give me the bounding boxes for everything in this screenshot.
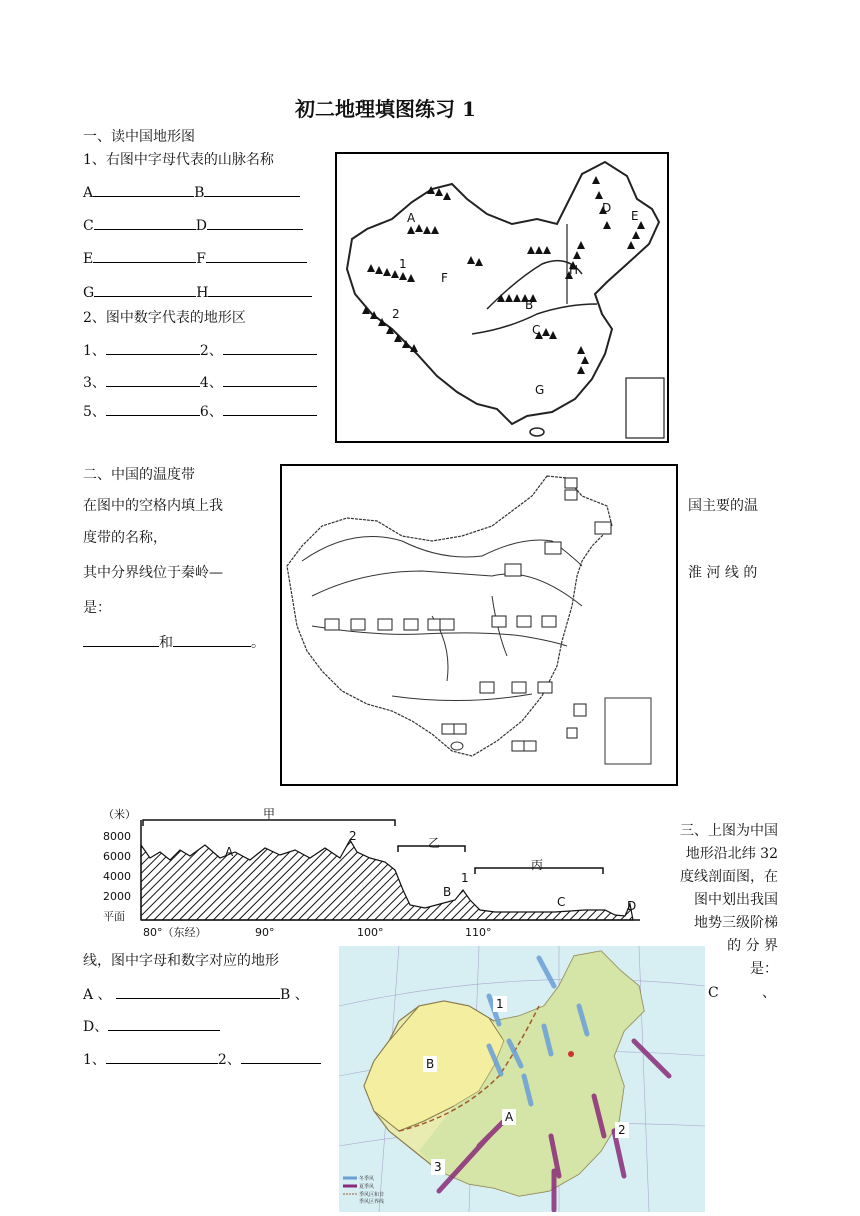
section3-line-3: 度线剖面图，在 <box>680 869 778 885</box>
answer-blank-b[interactable] <box>204 183 300 197</box>
section1-heading: 一、读中国地形图 <box>83 129 195 145</box>
profile-y-unit: （米） <box>103 808 136 821</box>
section3-line-7: 是： <box>750 961 778 977</box>
profile-number-1: 1 <box>461 871 469 885</box>
answer-blank-d[interactable] <box>207 216 303 230</box>
blank-row-ab <box>83 183 300 202</box>
answer-blank-profile-1[interactable] <box>106 1050 218 1064</box>
label-4: 4、 <box>199 375 223 391</box>
label-profile-c-tail: 、 <box>762 985 776 1001</box>
y-tick-sea-level: 平面 <box>103 910 125 923</box>
label-1: 1、 <box>83 343 106 359</box>
monsoon-number-1: 1 <box>496 997 504 1011</box>
map-letter-e: E <box>631 209 639 223</box>
map-number-2: 2 <box>392 307 400 321</box>
map-letter-h: H <box>569 263 579 277</box>
answer-blank-profile-d[interactable] <box>108 1017 220 1031</box>
section3-line-6: 的 分 界 <box>727 938 778 954</box>
label-profile-b: B 、 <box>280 987 309 1003</box>
label-profile-1: 1、 <box>83 1052 106 1068</box>
monsoon-legend <box>343 1175 384 1205</box>
label-f: F <box>196 251 206 267</box>
x-tick-100: 100° <box>357 926 384 939</box>
step-bing: 丙 <box>531 858 544 872</box>
blank-row-gh <box>83 283 312 302</box>
answer-blank-5[interactable] <box>106 402 200 416</box>
blank-row-34 <box>83 373 317 392</box>
hainan-island <box>530 428 544 436</box>
blank-row-ef <box>83 249 307 268</box>
answer-blank-3[interactable] <box>106 373 200 387</box>
blank-row-56 <box>83 402 317 421</box>
terrain-profile <box>95 800 645 940</box>
section2-line1-right: 国主要的温 <box>688 498 758 514</box>
map-letter-a: A <box>407 211 416 225</box>
monsoon-letter-a: A <box>505 1110 514 1124</box>
section2-heading: 二、中国的温度带 <box>83 467 195 483</box>
label-2: 2、 <box>199 343 223 359</box>
map-letter-g: G <box>535 383 545 397</box>
label-profile-2: 2、 <box>217 1052 241 1068</box>
legend-boundary-2: 季风区界线 <box>359 1199 385 1205</box>
question1-text: 1、右图中字母代表的山脉名称 <box>83 152 274 168</box>
south-sea-inset <box>626 378 664 438</box>
section3-line-left: 线，图中字母和数字对应的地形 <box>83 953 279 969</box>
answer-blank-boundary-2[interactable] <box>173 633 251 647</box>
answer-blank-4[interactable] <box>223 373 317 387</box>
step-yi: 乙 <box>428 836 441 850</box>
answer-blank-h[interactable] <box>208 283 312 297</box>
label-b: B <box>194 185 205 201</box>
question2-text: 2、图中数字代表的地形区 <box>83 310 246 326</box>
map-letter-f: F <box>441 271 448 285</box>
x-tick-90: 90° <box>255 926 275 939</box>
monsoon-map <box>339 946 705 1212</box>
step-jia: 甲 <box>263 807 276 821</box>
answer-blank-a[interactable] <box>93 183 194 197</box>
blank-row-12 <box>83 341 317 360</box>
answer-blank-g[interactable] <box>94 283 196 297</box>
monsoon-number-3: 3 <box>434 1160 442 1174</box>
label-profile-c: C <box>708 985 719 1001</box>
label-a: A <box>83 185 94 201</box>
label-d: D <box>195 218 207 234</box>
label-h: H <box>196 285 209 301</box>
profile-letter-d: D <box>627 899 637 913</box>
section2-line3-right: 淮 河 线 的 <box>688 565 758 581</box>
section3-row2 <box>83 1017 220 1036</box>
section2-line1-left: 在图中的空格内填上我 <box>83 498 223 514</box>
blank-boxes <box>325 478 611 751</box>
section3-line-2: 地形沿北纬 32 <box>685 846 778 862</box>
y-tick-6000: 6000 <box>103 850 131 863</box>
answer-blank-profile-2[interactable] <box>241 1050 321 1064</box>
answer-blank-2[interactable] <box>223 341 317 355</box>
beijing-marker <box>568 1051 574 1057</box>
legend-winter: 冬季风 <box>359 1176 375 1182</box>
profile-letter-b: B <box>443 885 452 899</box>
map-letter-b: B <box>525 298 534 312</box>
monsoon-letter-b: B <box>426 1057 435 1071</box>
section3-row3 <box>83 1050 321 1069</box>
and-text: 和 <box>159 635 173 651</box>
map-number-1: 1 <box>399 257 407 271</box>
section2-line2: 度带的名称， <box>83 530 167 546</box>
label-profile-d: D、 <box>83 1019 109 1035</box>
answer-blank-profile-a[interactable] <box>116 985 280 999</box>
profile-number-2: 2 <box>349 829 357 843</box>
section2-line5 <box>83 633 265 652</box>
china-outline <box>287 476 612 756</box>
answer-blank-f[interactable] <box>206 249 307 263</box>
label-g: G <box>83 285 95 301</box>
x-tick-110: 110° <box>465 926 492 939</box>
map-letter-d: D <box>602 201 612 215</box>
label-6: 6、 <box>199 404 223 420</box>
terrain-map <box>335 152 669 443</box>
y-tick-4000: 4000 <box>103 870 131 883</box>
label-5: 5、 <box>83 404 106 420</box>
y-tick-2000: 2000 <box>103 890 131 903</box>
legend-boundary-1: 季风区和非 <box>359 1192 385 1198</box>
section2-line4: 是： <box>83 600 111 616</box>
label-c: C <box>83 218 94 234</box>
x-tick-80: 80°（东经） <box>143 926 207 939</box>
profile-letter-a: A <box>225 845 234 859</box>
section3-line-5: 地势三级阶梯 <box>694 915 778 931</box>
answer-blank-6[interactable] <box>223 402 317 416</box>
legend-summer: 夏季风 <box>359 1184 375 1190</box>
answer-blank-e[interactable] <box>93 249 196 263</box>
page-title: 初二地理填图练习 1 <box>295 97 476 121</box>
profile-letter-c: C <box>557 895 566 909</box>
section2-line3-left: 其中分界线位于秦岭— <box>83 565 223 581</box>
y-tick-8000: 8000 <box>103 830 131 843</box>
section3-line-1: 三、上图为中国 <box>680 823 778 839</box>
label-profile-a: A 、 <box>83 987 112 1003</box>
answer-blank-1[interactable] <box>106 341 200 355</box>
temperature-zone-map <box>280 464 678 786</box>
answer-blank-c[interactable] <box>94 216 196 230</box>
south-sea-inset <box>605 698 651 764</box>
blank-row-cd <box>83 216 303 235</box>
section3-line-4: 图中划出我国 <box>694 892 778 908</box>
period-text: 。 <box>251 635 265 651</box>
label-3: 3、 <box>83 375 106 391</box>
answer-blank-boundary-1[interactable] <box>83 633 159 647</box>
section3-row1 <box>83 985 309 1004</box>
label-e: E <box>83 251 94 267</box>
monsoon-number-2: 2 <box>618 1123 626 1137</box>
map-letter-c: C <box>532 323 541 337</box>
